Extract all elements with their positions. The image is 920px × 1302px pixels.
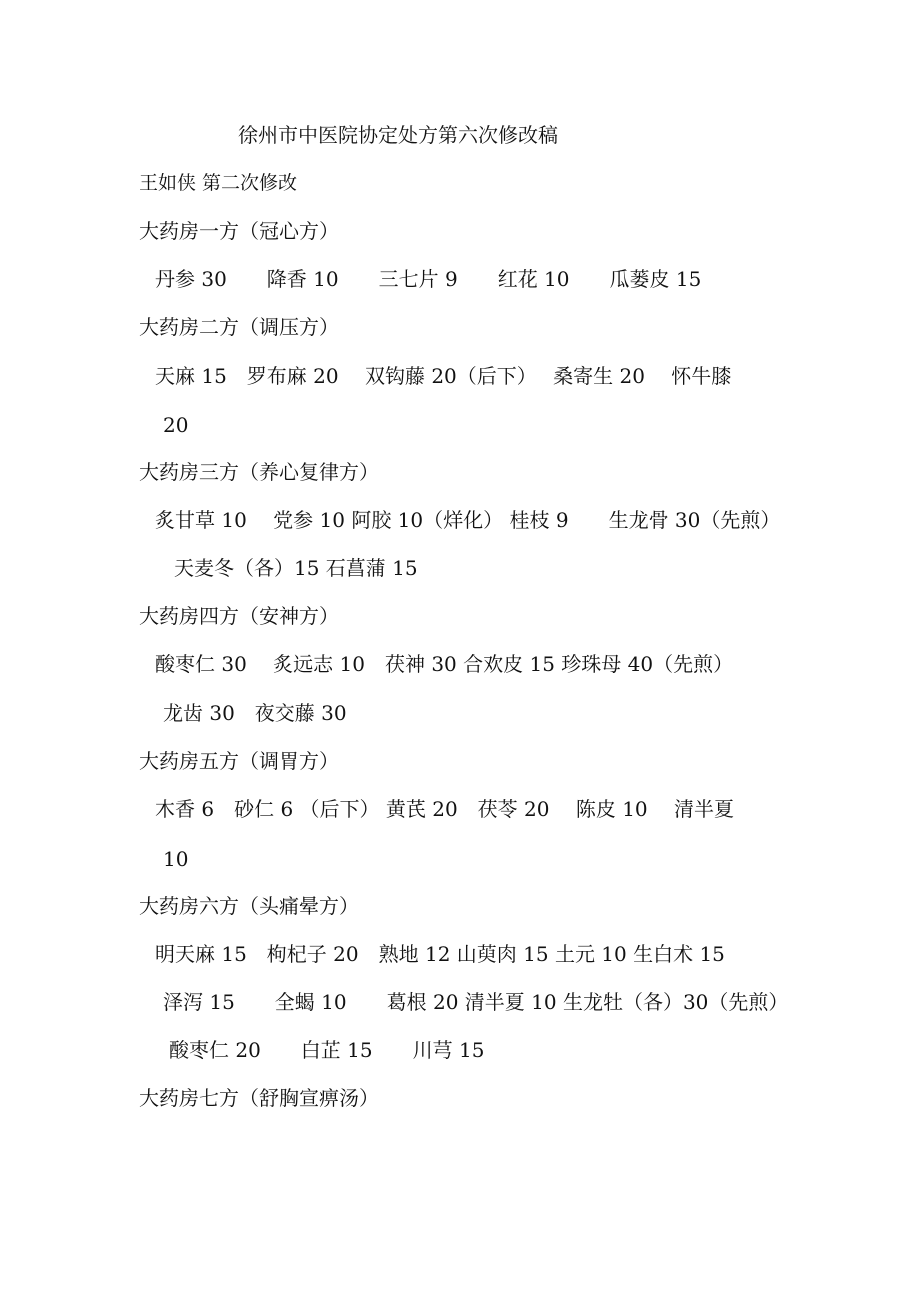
prescription-herbs-4-continued: 龙齿 30 夜交藤 30 <box>163 701 347 725</box>
prescription-herbs-3-continued: 天麦冬（各）15 石菖蒲 15 <box>174 556 418 580</box>
author-revision-line: 王如侠 第二次修改 <box>139 172 298 194</box>
prescription-herbs-1: 丹参 30 降香 10 三七片 9 红花 10 瓜蒌皮 15 <box>155 267 702 291</box>
prescription-herbs-6-continued: 泽泻 15 全蝎 10 葛根 20 清半夏 10 生龙牡（各）30（先煎） <box>163 990 789 1014</box>
document-title: 徐州市中医院协定处方第六次修改稿 <box>238 123 558 147</box>
prescription-heading-5: 大药房五方（调胃方） <box>139 749 339 773</box>
prescription-herbs-6: 明天麻 15 枸杞子 20 熟地 12 山萸肉 15 土元 10 生白术 15 <box>155 942 725 966</box>
prescription-herbs-5-continued: 10 <box>163 847 189 871</box>
prescription-herbs-6-continued-2: 酸枣仁 20 白芷 15 川芎 15 <box>169 1038 485 1062</box>
prescription-heading-4: 大药房四方（安神方） <box>139 604 339 628</box>
prescription-herbs-3: 炙甘草 10 党参 10 阿胶 10（烊化） 桂枝 9 生龙骨 30（先煎） <box>155 508 781 532</box>
prescription-heading-3: 大药房三方（养心复律方） <box>139 460 379 484</box>
prescription-heading-6: 大药房六方（头痛晕方） <box>139 894 359 918</box>
prescription-heading-7: 大药房七方（舒胸宣痹汤） <box>139 1086 379 1110</box>
prescription-herbs-5: 木香 6 砂仁 6 （后下） 黄芪 20 茯苓 20 陈皮 10 清半夏 <box>155 797 735 821</box>
prescription-herbs-2: 天麻 15 罗布麻 20 双钩藤 20（后下） 桑寄生 20 怀牛膝 <box>155 364 732 388</box>
prescription-heading-2: 大药房二方（调压方） <box>139 315 339 339</box>
prescription-heading-1: 大药房一方（冠心方） <box>139 219 339 243</box>
prescription-herbs-2-continued: 20 <box>163 413 189 437</box>
prescription-herbs-4: 酸枣仁 30 炙远志 10 茯神 30 合欢皮 15 珍珠母 40（先煎） <box>155 652 734 676</box>
